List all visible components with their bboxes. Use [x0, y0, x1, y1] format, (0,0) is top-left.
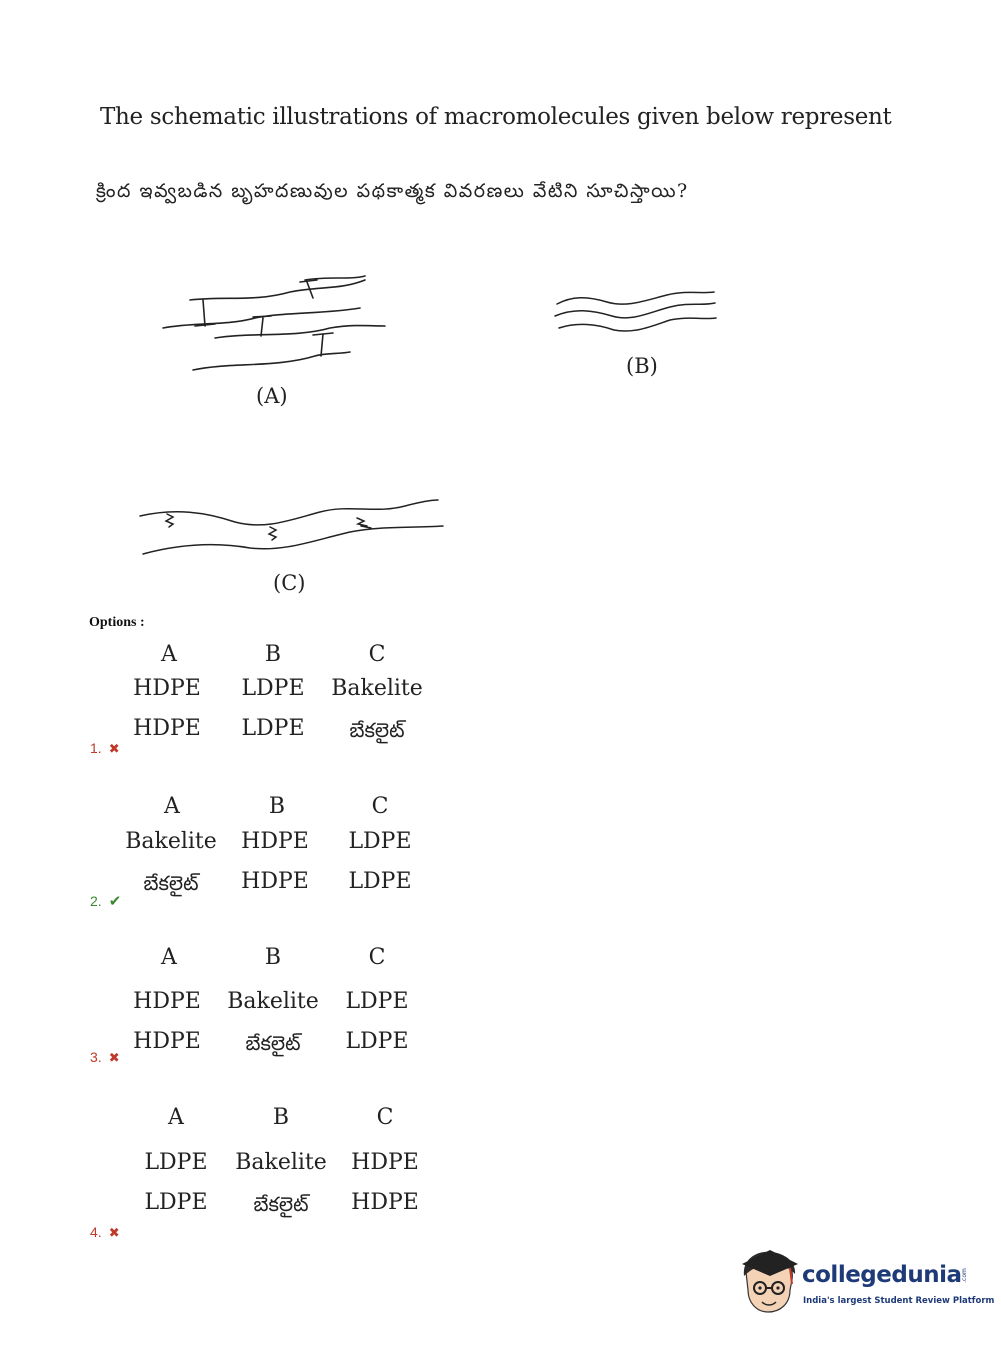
option-3-row1-c: LDPE: [345, 989, 409, 1014]
option-1-number: [90, 740, 120, 757]
option-2-row2-a: బేకలైట్: [143, 871, 199, 895]
option-3-number-text: 3.: [90, 1049, 102, 1065]
cross-icon: ✖: [108, 1050, 120, 1065]
figure-b-linear: [552, 286, 722, 336]
option-4[interactable]: [88, 1103, 448, 1243]
option-3-header-c: C: [368, 945, 386, 970]
option-2-number-text: 2.: [90, 893, 102, 909]
mascot-icon: [740, 1250, 800, 1316]
option-2-row1-b: HDPE: [241, 829, 309, 854]
option-4-header-c: C: [376, 1105, 394, 1130]
figure-a-label: (A): [256, 384, 288, 408]
cross-icon: ✖: [108, 741, 120, 756]
options-label: Options :: [89, 615, 145, 630]
option-4-header-b: B: [272, 1105, 290, 1130]
option-4-header-a: A: [168, 1105, 184, 1130]
option-1[interactable]: [88, 640, 448, 780]
option-2-header-a: A: [164, 794, 180, 819]
figure-b-label: (B): [626, 354, 658, 378]
option-1-row2-b: LDPE: [241, 716, 305, 741]
option-1-row1-a: HDPE: [133, 676, 201, 701]
brand-suffix: .com: [960, 1268, 968, 1283]
option-3[interactable]: [88, 943, 448, 1083]
option-1-row1-c: Bakelite: [331, 676, 423, 701]
option-2-row1-a: Bakelite: [125, 829, 217, 854]
figure-a-crosslinked: [155, 270, 395, 380]
option-1-header-b: B: [264, 642, 282, 667]
option-2-header-b: B: [268, 794, 286, 819]
figure-c-label: (C): [273, 571, 306, 595]
option-1-number-text: 1.: [90, 740, 102, 756]
question-english: The schematic illustrations of macromolecules given below represent: [100, 104, 892, 130]
option-4-row1-a: LDPE: [144, 1150, 208, 1175]
option-2-header-c: C: [371, 794, 389, 819]
check-icon: ✔: [108, 893, 122, 910]
option-1-header-c: C: [368, 642, 386, 667]
option-2[interactable]: [88, 792, 448, 932]
figure-c-branched: [135, 490, 450, 565]
option-3-header-b: B: [264, 945, 282, 970]
option-3-row2-c: LDPE: [345, 1029, 409, 1054]
option-3-row2-b: బేకలైట్: [245, 1031, 301, 1055]
option-4-row1-c: HDPE: [351, 1150, 419, 1175]
option-1-header-a: A: [161, 642, 177, 667]
brand-logo[interactable]: [740, 1248, 995, 1318]
option-2-row2-c: LDPE: [348, 869, 412, 894]
option-3-number: [90, 1049, 120, 1066]
option-3-header-a: A: [161, 945, 177, 970]
question-telugu: క్రింద ఇవ్వబడిన బృహదణువుల పథకాత్మక వివరణలు వేటిని సూచిస్తాయి?: [96, 180, 689, 202]
option-3-row2-a: HDPE: [133, 1029, 201, 1054]
option-1-row2-c: బేకలైట్: [349, 718, 405, 742]
option-4-row2-b: బేకలైట్: [253, 1192, 309, 1216]
option-4-row2-a: LDPE: [144, 1190, 208, 1215]
cross-icon: ✖: [108, 1225, 120, 1240]
option-3-row1-a: HDPE: [133, 989, 201, 1014]
option-4-row1-b: Bakelite: [235, 1150, 327, 1175]
option-4-row2-c: HDPE: [351, 1190, 419, 1215]
option-1-row1-b: LDPE: [241, 676, 305, 701]
option-4-number: [90, 1224, 120, 1241]
option-2-row1-c: LDPE: [348, 829, 412, 854]
option-3-row1-b: Bakelite: [227, 989, 319, 1014]
brand-tagline: India's largest Student Review Platform: [803, 1296, 995, 1306]
option-4-number-text: 4.: [90, 1224, 102, 1240]
option-2-row2-b: HDPE: [241, 869, 309, 894]
option-2-number: [90, 892, 121, 910]
option-1-row2-a: HDPE: [133, 716, 201, 741]
brand-name: collegedunia: [802, 1262, 962, 1288]
